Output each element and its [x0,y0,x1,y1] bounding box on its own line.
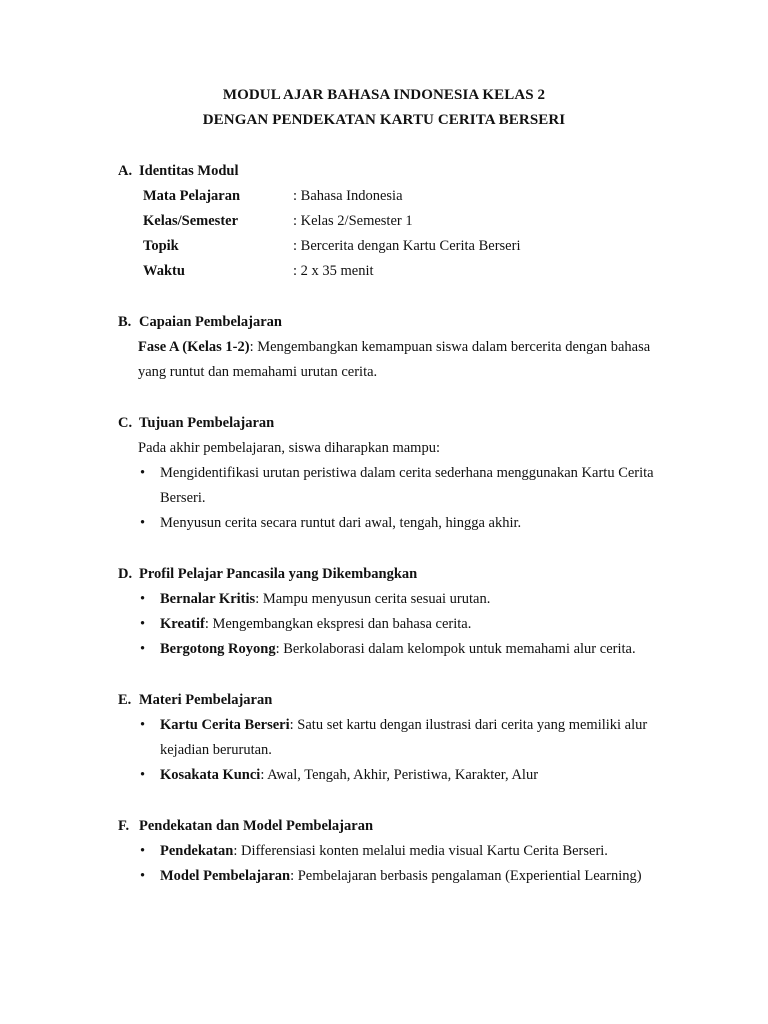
section-letter: C. [118,415,133,431]
section-title: Tujuan Pembelajaran [139,415,275,431]
section-title: Profil Pelajar Pancasila yang Dikembangkan [139,566,418,582]
bullet-icon: • [140,465,146,481]
section-identitas-modul [118,159,678,284]
list-item-label: Bergotong Royong [160,641,276,657]
list-item-label: Kosakata Kunci [160,767,261,783]
phase-text: : Mengembangkan kemampuan siswa dalam bercerita dengan bahasa [249,339,651,355]
section-title: Pendekatan dan Model Pembelajaran [139,818,374,834]
identity-row [118,259,678,284]
list-item-text-line-1: Mengidentifikasi urutan peristiwa dalam cerita sederhana menggunakan Kartu Cerita [160,465,654,481]
section-pendekatan-dan-model [118,814,678,889]
list-item [118,587,678,612]
identity-key: Waktu [143,263,185,279]
document-title-line-1: MODUL AJAR BAHASA INDONESIA KELAS 2 [222,87,546,103]
list-item-text: : Mengembangkan ekspresi dan bahasa cerita. [204,616,472,632]
bullet-icon: • [140,616,146,632]
bullet-icon: • [140,591,146,607]
section-heading [118,310,678,335]
list-item-text: : Mampu menyusun cerita sesuai urutan. [255,591,491,607]
section-letter: E. [118,692,132,708]
section-heading [118,159,678,184]
objectives-intro: Pada akhir pembelajaran, siswa diharapkan mampu: [138,440,440,456]
list-item-text: : Berkolaborasi dalam kelompok untuk memahami alur cerita. [275,641,636,657]
section-materi-pembelajaran [118,688,678,788]
section-heading [118,562,678,587]
bullet-icon: • [140,641,146,657]
list-item [118,461,678,511]
bullet-icon: • [140,767,146,783]
list-item-label: Bernalar Kritis [160,591,256,607]
section-letter: D. [118,566,133,582]
section-title: Capaian Pembelajaran [139,314,282,330]
list-item [118,511,678,536]
section-title: Materi Pembelajaran [139,692,273,708]
phase-label: Fase A (Kelas 1-2) [138,339,250,355]
identity-value: : Bercerita dengan Kartu Cerita Berseri [293,238,521,254]
list-item-label: Pendekatan [160,843,234,859]
bullet-icon: • [140,868,146,884]
identity-key: Mata Pelajaran [143,188,241,204]
list-item-text: : Satu set kartu dengan ilustrasi dari cerita yang memiliki alur [289,717,648,733]
list-item-text-line-2: Berseri. [160,490,206,506]
identity-row [118,209,678,234]
section-capaian-pembelajaran [118,310,678,385]
section-heading [118,688,678,713]
list-item-text: : Awal, Tengah, Akhir, Peristiwa, Karakter, Alur [260,767,539,783]
bullet-icon: • [140,843,146,859]
identity-value: : Kelas 2/Semester 1 [293,213,413,229]
bullet-icon: • [140,515,146,531]
list-item-label: Model Pembelajaran [160,868,291,884]
phase-paragraph-line-2: yang runtut dan memahami urutan cerita. [138,364,378,380]
list-item-text: Menyusun cerita secara runtut dari awal, tengah, hingga akhir. [160,515,522,531]
list-item-text-line-1 [160,713,678,738]
list-item [118,839,678,864]
list-item-label: Kreatif [160,616,205,632]
section-profil-pelajar-pancasila [118,562,678,662]
bullet-icon: • [140,717,146,733]
list-item-label: Kartu Cerita Berseri [160,717,290,733]
section-title: Identitas Modul [139,163,239,179]
list-item-text: : Pembelajaran berbasis pengalaman (Experiential Learning) [290,868,642,884]
identity-row [118,234,678,259]
list-item [118,864,678,889]
section-letter: F. [118,818,130,834]
list-item-text-line-2: kejadian berurutan. [160,742,272,758]
list-item [118,763,678,788]
section-tujuan-pembelajaran [118,411,678,536]
identity-key: Kelas/Semester [143,213,239,229]
list-item [118,612,678,637]
identity-value: : 2 x 35 menit [293,263,374,279]
section-letter: B. [118,314,132,330]
section-letter: A. [118,163,133,179]
document-title-line-2: DENGAN PENDEKATAN KARTU CERITA BERSERI [202,112,566,128]
list-item [118,637,678,662]
list-item-text: : Differensiasi konten melalui media visual Kartu Cerita Berseri. [233,843,608,859]
section-heading [118,411,678,436]
identity-row [118,184,678,209]
identity-key: Topik [143,238,179,254]
phase-paragraph-line-1 [118,335,678,360]
list-item [118,713,678,763]
section-heading [118,814,678,839]
identity-value: : Bahasa Indonesia [293,188,403,204]
